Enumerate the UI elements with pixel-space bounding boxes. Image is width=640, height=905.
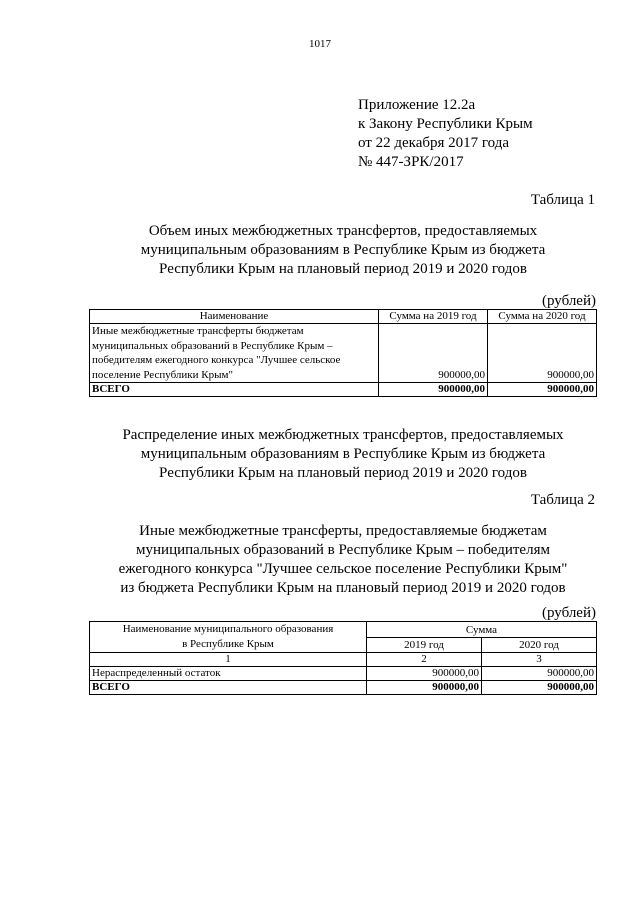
- column-number: 1: [90, 653, 367, 667]
- table1-title: [90, 222, 596, 279]
- section2-title: [90, 426, 596, 483]
- total-label: ВСЕГО: [90, 383, 379, 397]
- appendix-reference: [358, 96, 533, 172]
- table2-label: Таблица 2: [530, 492, 595, 508]
- title-line: из бюджета Республики Крым на плановый период 2019 и 2020 годов: [120, 580, 566, 596]
- row-value-2019: 900000,00: [379, 324, 488, 383]
- table1: [89, 309, 597, 397]
- appendix-line: к Закону Республики Крым: [358, 116, 533, 132]
- row-name-line: муниципальных образований в Республике Крым –: [92, 339, 333, 352]
- header-2019: Сумма на 2019 год: [379, 310, 488, 324]
- row-name-line: поселение Республики Крым": [92, 368, 233, 381]
- total-label: ВСЕГО: [90, 681, 367, 695]
- header-name-line: в Республике Крым: [182, 638, 274, 650]
- total-2020: 900000,00: [482, 681, 597, 695]
- total-2019: 900000,00: [367, 681, 482, 695]
- total-2019: 900000,00: [379, 383, 488, 397]
- title-line: Республики Крым на плановый период 2019 и 2020 годов: [159, 261, 527, 277]
- table-header-row: [90, 622, 597, 638]
- row-name-line: Иные межбюджетные трансферты бюджетам: [92, 325, 304, 337]
- title-line: Иные межбюджетные трансферты, предоставляемые бюджетам: [139, 523, 547, 539]
- table-row: [90, 324, 597, 383]
- header-2019: 2019 год: [367, 637, 482, 653]
- table2-title: [90, 522, 596, 598]
- header-name-line: Наименование муниципального образования: [122, 623, 334, 635]
- appendix-line: № 447-ЗРК/2017: [358, 154, 464, 170]
- title-line: Объем иных межбюджетных трансфертов, предоставляемых: [148, 223, 538, 239]
- header-name: [90, 622, 367, 653]
- header-2020: Сумма на 2020 год: [488, 310, 597, 324]
- column-number: 3: [482, 653, 597, 667]
- title-line: ежегодного конкурса "Лучшее сельское поселение Республики Крым": [118, 561, 568, 577]
- title-line: муниципальных образований в Республике Крым – победителям: [136, 542, 550, 558]
- appendix-line: от 22 декабря 2017 года: [358, 135, 510, 151]
- row-name-line: победителям ежегодного конкурса "Лучшее сельское: [92, 354, 341, 366]
- total-row: [90, 681, 597, 695]
- table-header-row: [90, 310, 597, 324]
- page-number: 1017: [309, 38, 331, 50]
- title-line: Республики Крым на плановый период 2019 и 2020 годов: [159, 465, 527, 481]
- table2: [89, 621, 597, 695]
- header-sum: Сумма: [367, 622, 597, 638]
- column-number-row: [90, 653, 597, 667]
- row-value-2019: 900000,00: [367, 667, 482, 681]
- total-row: [90, 383, 597, 397]
- row-value-2020: 900000,00: [488, 324, 597, 383]
- table1-label: Таблица 1: [530, 192, 595, 208]
- header-2020: 2020 год: [482, 637, 597, 653]
- appendix-line: Приложение 12.2а: [358, 97, 476, 113]
- table-row: [90, 667, 597, 681]
- table2-units: (рублей): [541, 605, 596, 621]
- total-2020: 900000,00: [488, 383, 597, 397]
- column-number: 2: [367, 653, 482, 667]
- title-line: муниципальным образованиям в Республике Крым из бюджета: [140, 446, 546, 462]
- row-value-2020: 900000,00: [482, 667, 597, 681]
- row-name: Нераспределенный остаток: [90, 667, 367, 681]
- row-name: [90, 324, 379, 383]
- title-line: муниципальным образованиям в Республике Крым из бюджета: [140, 242, 546, 258]
- header-name: Наименование: [90, 310, 379, 324]
- table1-units: (рублей): [541, 293, 596, 309]
- title-line: Распределение иных межбюджетных трансфертов, предоставляемых: [122, 427, 564, 443]
